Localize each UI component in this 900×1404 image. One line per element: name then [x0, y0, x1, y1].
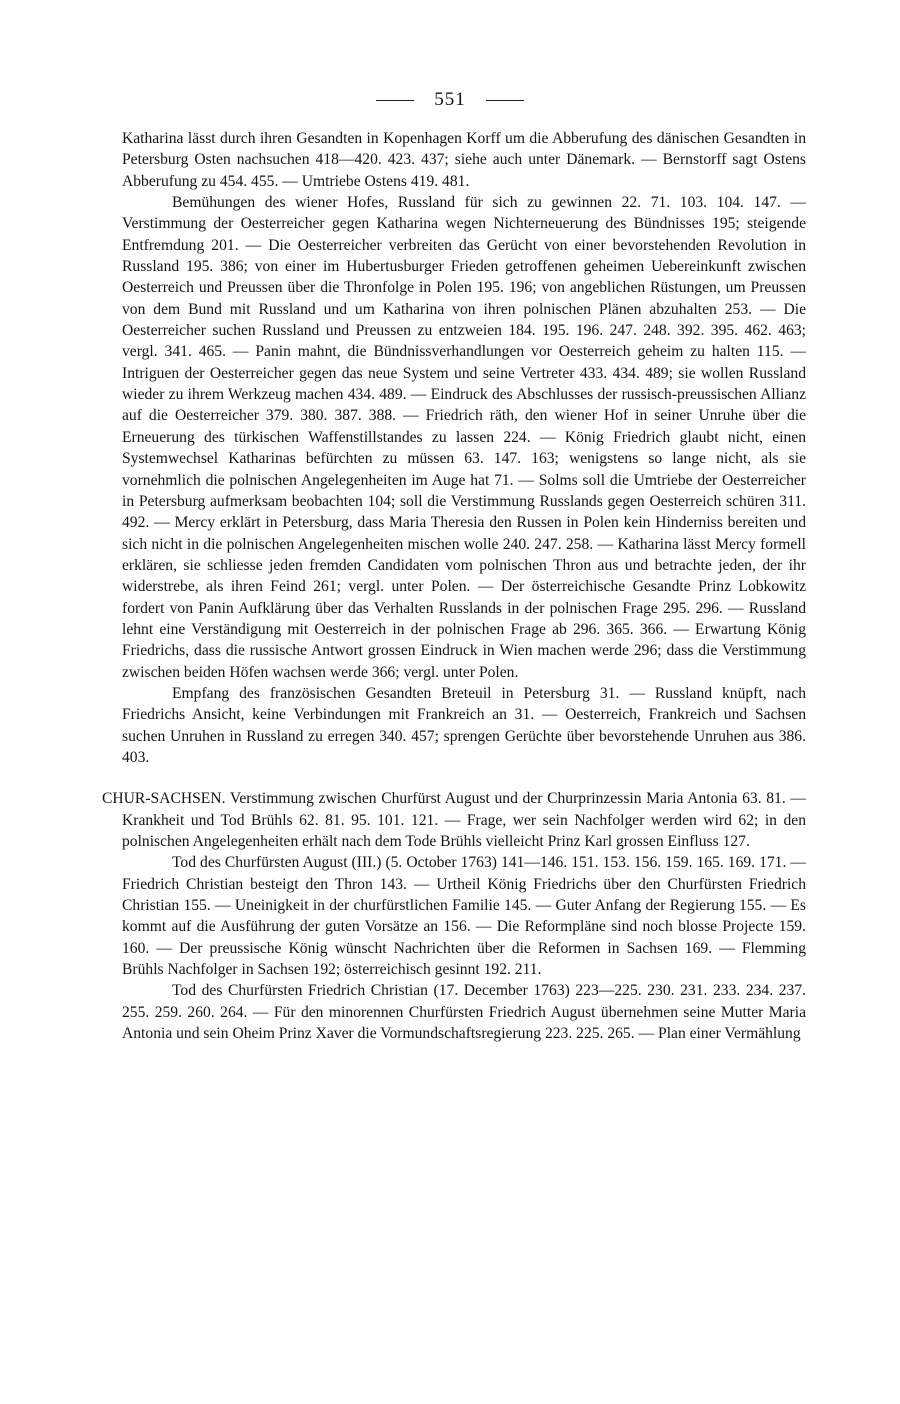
entry-paragraph-tod-august: Tod des Churfürsten August (III.) (5. October 1763) 141—146. 151. 153. 156. 159. 165. 169. 171. — Friedrich Christian besteigt den Thron 143. — Urtheil König Friedrichs über den Churfürsten Friedrich Christian 155. — Uneinigkeit in der churfürstlichen Familie 145. — Guter Anfang der Regierung 155. — Es kommt auf die Ausführung der guten Vorsätze an 156. — Die Reformpläne sind noch blosse Projecte 159. 160. — Der preussische König wünscht Nachrichten über die Reformen in Sachsen 169. — Flemming Brühls Nachfolger in Sachsen 192; österreichisch gesinnt 192. 211. — [122, 854, 806, 979]
entry-paragraph-breteuil: Empfang des französischen Gesandten Breteuil in Petersburg 31. — Russland knüpft, nach Friedrichs Ansicht, keine Verbindungen mit Frankreich an 31. — Oesterreich, Frankreich und Sachsen suchen Unruhen in Russland zu erregen 340. 457; sprengen Gerüchte über bevorstehende Unruhen aus 386. 403. — [122, 684, 806, 766]
entry-paragraph-chur-sachsen: CHUR-SACHSEN. Verstimmung zwischen Churfürst August und der Churprinzessin Maria Antonia 63. 81. — Krankheit und Tod Brühls 62. 81. 95. 101. 121. — Frage, wer sein Nachfolger werden wird 62; in den polnischen Angelegenheiten erhält nach dem Tode Brühls vielleicht Prinz Karl grossen Einfluss 127. — [102, 790, 806, 850]
page-header — [0, 84, 900, 116]
entry-paragraph-katharina-kopenhagen: Katharina lässt durch ihren Gesandten in Kopenhagen Korff um die Abberufung des dänischen Gesandten in Petersburg Osten nachsuchen 418—420. 423. 437; siehe auch unter Dänemark. — Bernstorff sagt Ostens Abberufung zu 454. 455. — Umtriebe Ostens 419. 481. — [122, 130, 806, 190]
entry-paragraph-tod-friedrich-christian: Tod des Churfürsten Friedrich Christian (17. December 1763) 223—225. 230. 231. 233. 234. 237. 255. 259. 260. 264. — Für den minorennen Churfürsten Friedrich August übernehmen seine Mutter Maria Antonia und sein Oheim Prinz Xaver die Vormundschaftsregierung 223. 225. 265. — Plan einer Vermählung — [122, 982, 806, 1043]
index-body-text — [102, 128, 806, 1044]
header-right-rule — [486, 100, 524, 101]
header-left-rule — [376, 100, 414, 101]
section-spacer — [122, 768, 806, 788]
entry-paragraph-wiener-hof: Bemühungen des wiener Hofes, Russland für sich zu gewinnen 22. 71. 103. 104. 147. — Verstimmung der Oesterreicher gegen Katharina wegen Nichterneuerung des Bündnisses 195; steigende Entfremdung 201. — Die Oesterreicher verbreiten das Gerücht von einer bevorstehenden Revolution in Russland 195. 386; von einer im Hubertusburger Frieden getroffenen geheimen Uebereinkunft zwischen Oesterreich und Preussen über die Thronfolge in Polen 195. 196; von angeblichen Rüstungen, um Preussen von dem Bund mit Russland und um Katharina von ihren polnischen Plänen abzuhalten 253. — Die Oesterreicher suchen Russland und Preussen zu entzweien 184. 195. 196. 247. 248. 392. 395. 462. 463; vergl. 341. 465. — Panin mahnt, die Bündnissverhandlungen vor Oesterreich geheim zu halten 115. — Intriguen der Oesterreicher gegen das neue System und seine Vertreter 433. 434. 489; sie wollen Russland wieder zu ihrem Werkzeug machen 434. 489. — Eindruck des Abschlusses der russisch-preussischen Allianz auf die Oesterreicher 379. 380. 387. 388. — Friedrich räth, den wiener Hof in seiner Unruhe über die Erneuerung des türkischen Waffenstillstandes zu lassen 224. — König Friedrich glaubt nicht, einen Systemwechsel Katharinas befürchten zu müssen 63. 147. 163; wenigstens so lange nicht, als sie vornehmlich die polnischen Angelegenheiten im Auge hat 71. — Solms soll die Umtriebe der Oesterreicher in Petersburg aufmerksam beobachten 104; soll die Verstimmung Russlands gegen Oesterreich schüren 311. 492. — Mercy erklärt in Petersburg, dass Maria Theresia den Russen in Polen kein Hinderniss bereiten und sich nicht in die polnischen Angelegenheiten mischen wolle 240. 247. 258. — Katharina lässt Mercy formell erklären, sie schliesse jeden fremden Candidaten vom polnischen Thron aus und betrachte jeden, der ihr widerstrebe, als ihren Feind 261; vergl. unter Polen. — Der österreichische Gesandte Prinz Lobkowitz fordert von Panin Aufklärung über das Verhalten Russlands in der polnischen Frage 295. 296. — Russland lehnt eine Verständigung mit Oesterreich in der polnischen Frage ab 296. 365. 366. — Erwartung König Friedrichs, dass die russische Antwort grossen Eindruck in Wien machen werde 296; dass die Verstimmung zwischen beiden Höfen wachsen werde 366; vergl. unter Polen. — [122, 194, 806, 681]
page-number: 551 — [434, 89, 466, 110]
